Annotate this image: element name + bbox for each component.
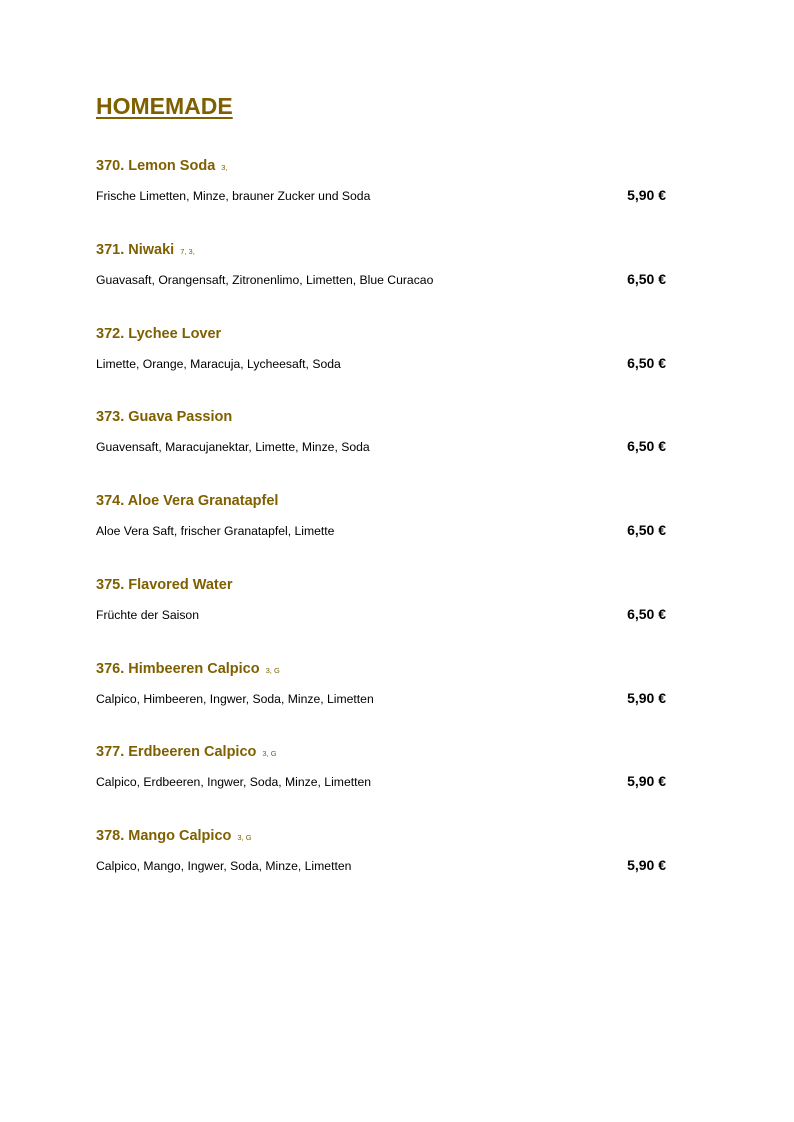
item-description: Calpico, Himbeeren, Ingwer, Soda, Minze, Limetten [96, 691, 374, 706]
menu-item [96, 659, 666, 743]
item-name: 375. Flavored Water [96, 576, 233, 593]
item-name: 373. Guava Passion [96, 409, 233, 426]
item-description: Aloe Vera Saft, frischer Granatapfel, Limette [96, 524, 335, 538]
item-description: Früchte der Saison [96, 607, 199, 622]
allergen-codes: 3, G [265, 665, 280, 675]
item-price: 6,50 € [627, 605, 666, 622]
item-name: 378. Mango Calpico [96, 828, 232, 844]
menu-item [96, 575, 666, 659]
menu-item [96, 156, 666, 240]
item-price: 6,50 € [627, 354, 666, 371]
item-price: 6,50 € [627, 522, 666, 538]
allergen-codes: 3, [221, 163, 228, 172]
item-description: Calpico, Erdbeeren, Ingwer, Soda, Minze, Limetten [96, 775, 372, 790]
item-description: Guavensaft, Maracujanektar, Limette, Minze, Soda [96, 440, 370, 455]
menu-item [96, 324, 666, 408]
menu-item [96, 742, 666, 826]
menu-item [96, 240, 666, 324]
menu-item [96, 826, 666, 910]
item-price: 5,90 € [627, 689, 666, 706]
item-price: 5,90 € [627, 187, 666, 203]
item-description: Guavasaft, Orangensaft, Zitronenlimo, Limetten, Blue Curacao [96, 272, 434, 287]
allergen-codes: 3, G [262, 749, 277, 759]
item-name: 376. Himbeeren Calpico [96, 660, 260, 677]
allergen-codes: 3, G [237, 833, 252, 842]
item-description: Calpico, Mango, Ingwer, Soda, Minze, Limetten [96, 859, 352, 873]
allergen-codes: 7, 3, [180, 246, 195, 256]
item-price: 6,50 € [627, 438, 666, 455]
item-name: 372. Lychee Lover [96, 325, 222, 342]
page-title: HOMEMADE [96, 93, 233, 119]
item-name: 374. Aloe Vera Granatapfel [96, 493, 279, 509]
item-name: 377. Erdbeeren Calpico [96, 744, 257, 761]
item-name: 371. Niwaki [96, 241, 175, 258]
item-price: 5,90 € [627, 857, 666, 873]
menu-item [96, 407, 666, 491]
menu-list [96, 156, 666, 910]
item-name: 370. Lemon Soda [96, 158, 216, 174]
menu-item [96, 491, 666, 575]
item-description: Frische Limetten, Minze, brauner Zucker und Soda [96, 189, 371, 203]
item-description: Limette, Orange, Maracuja, Lycheesaft, Soda [96, 356, 341, 371]
item-price: 6,50 € [627, 270, 666, 287]
item-price: 5,90 € [627, 773, 666, 790]
